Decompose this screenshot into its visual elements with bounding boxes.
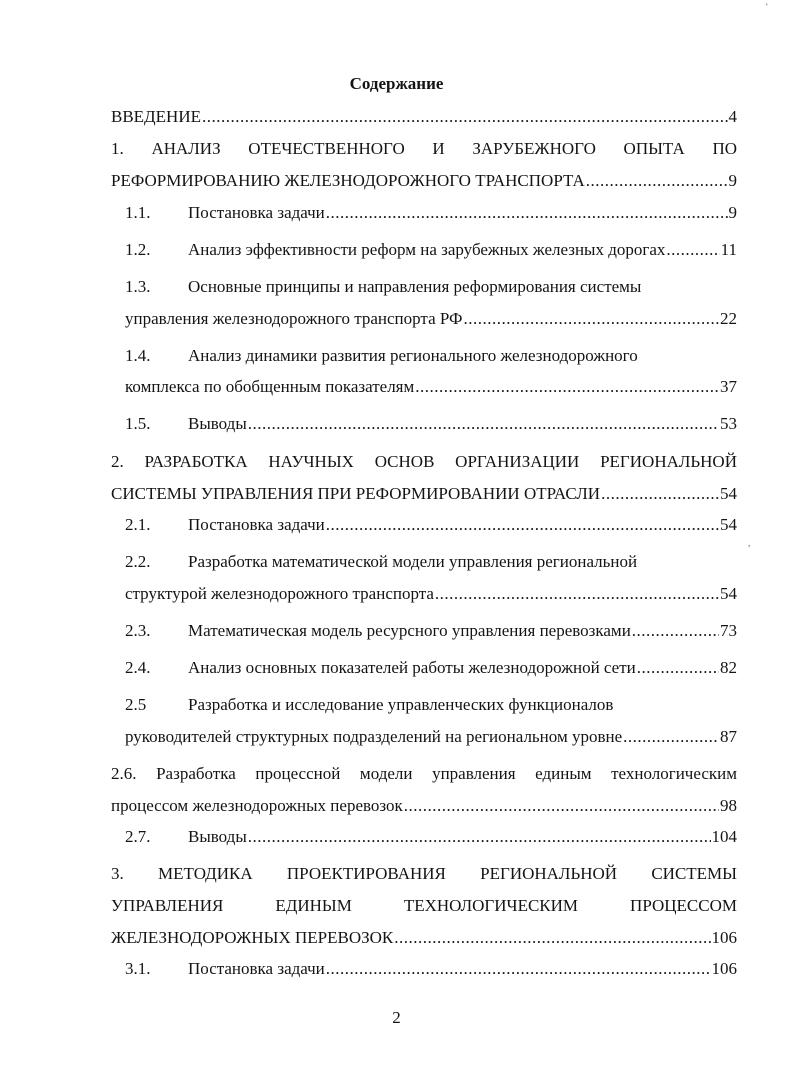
scan-speck: , — [748, 538, 751, 548]
page-number: 2 — [392, 1008, 401, 1027]
toc-page-number: 87 — [720, 727, 737, 746]
toc-chapter-2-line1[interactable]: 2. РАЗРАБОТКА НАУЧНЫХ ОСНОВ ОРГАНИЗАЦИИ РЕГИОНАЛЬНОЙ — [111, 452, 737, 471]
section-number: 2.1. — [125, 515, 151, 534]
toc-entry-text: Математическая модель ресурсного управления перевозками — [188, 621, 631, 640]
toc-page-number: 98 — [720, 796, 737, 815]
toc-page-number: 54 — [720, 584, 737, 603]
section-number: 2.5 — [125, 695, 147, 714]
toc-page-number: 4 — [728, 107, 737, 126]
toc-section-2-6-line2[interactable] — [111, 795, 737, 817]
toc-section-2-3[interactable] — [125, 620, 737, 642]
dot-leader — [326, 958, 711, 980]
toc-page-number: 106 — [711, 959, 737, 978]
toc-section-1-3-line2[interactable] — [125, 308, 737, 330]
toc-entry-text: Постановка задачи — [188, 959, 325, 978]
toc-chapter-3-line2[interactable]: УПРАВЛЕНИЯ ЕДИНЫМ ТЕХНОЛОГИЧЕСКИМ ПРОЦЕССОМ — [111, 896, 737, 915]
toc-entry-text: РЕФОРМИРОВАНИЮ ЖЕЛЕЗНОДОРОЖНОГО ТРАНСПОРТА — [111, 171, 585, 190]
dot-leader — [326, 202, 728, 224]
dot-leader — [666, 239, 719, 261]
dot-leader — [623, 726, 719, 748]
dot-leader — [435, 583, 719, 605]
toc-page-number: 53 — [720, 414, 737, 433]
toc-section-2-4[interactable] — [125, 657, 737, 679]
toc-chapter-3-line1[interactable]: 3. МЕТОДИКА ПРОЕКТИРОВАНИЯ РЕГИОНАЛЬНОЙ СИСТЕМЫ — [111, 864, 737, 883]
scan-speck: ' — [766, 2, 768, 12]
toc-page-number: 37 — [720, 377, 737, 396]
dot-leader — [601, 483, 719, 505]
toc-section-2-6-line1[interactable]: 2.6. Разработка процессной модели управления единым технологическим — [111, 764, 737, 783]
toc-page-number: 73 — [720, 621, 737, 640]
toc-section-1-2[interactable] — [125, 239, 737, 261]
toc-page-number: 82 — [720, 658, 737, 677]
toc-page-number: 54 — [720, 515, 737, 534]
section-number: 1.2. — [125, 240, 151, 259]
toc-section-1-4-line2[interactable] — [125, 376, 737, 398]
toc-entry-text: Анализ эффективности реформ на зарубежных железных дорогах — [188, 240, 666, 259]
toc-entry-text: Разработка математической модели управления региональной — [188, 552, 638, 571]
toc-entry-text: структурой железнодорожного транспорта — [125, 584, 434, 603]
toc-page-number: 9 — [728, 203, 737, 222]
toc-section-1-5[interactable] — [125, 413, 737, 435]
dot-leader — [415, 376, 719, 398]
toc-entry-text: ВВЕДЕНИЕ — [111, 107, 201, 126]
section-number: 1.1. — [125, 203, 151, 222]
toc-page-number: 106 — [711, 928, 737, 947]
section-number: 1.5. — [125, 414, 151, 433]
toc-section-2-5-line2[interactable] — [125, 726, 737, 748]
section-number: 3.1. — [125, 959, 151, 978]
toc-chapter-3-line3[interactable] — [111, 927, 737, 949]
toc-entry-text: руководителей структурных подразделений на региональном уровне — [125, 727, 623, 746]
dot-leader — [632, 620, 719, 642]
toc-chapter-1-line1[interactable]: 1. АНАЛИЗ ОТЕЧЕСТВЕННОГО И ЗАРУБЕЖНОГО ОПЫТА ПО — [111, 139, 737, 158]
dot-leader — [637, 657, 719, 679]
toc-page-number: 9 — [728, 171, 737, 190]
toc-entry-text: Анализ динамики развития регионального железнодорожного — [188, 346, 638, 365]
dot-leader — [586, 170, 728, 192]
dot-leader — [248, 826, 711, 848]
toc-section-1-3-line1[interactable] — [125, 276, 737, 298]
toc-entry-text: процессом железнодорожных перевозок — [111, 796, 403, 815]
section-number: 1.4. — [125, 346, 151, 365]
toc-entry-intro[interactable] — [111, 106, 737, 128]
toc-entry-text: Выводы — [188, 414, 247, 433]
toc-entry-text: комплекса по обобщенным показателям — [125, 377, 415, 396]
toc-section-2-7[interactable] — [125, 826, 737, 848]
section-number: 2.4. — [125, 658, 151, 677]
toc-entry-text: СИСТЕМЫ УПРАВЛЕНИЯ ПРИ РЕФОРМИРОВАНИИ ОТРАСЛИ — [111, 484, 601, 503]
dot-leader — [248, 413, 719, 435]
toc-chapter-2-line2[interactable] — [111, 483, 737, 505]
toc-section-2-2-line2[interactable] — [125, 583, 737, 605]
toc-section-1-1[interactable] — [125, 202, 737, 224]
toc-entry-text: Постановка задачи — [188, 203, 325, 222]
toc-page-number: 22 — [720, 309, 737, 328]
page-title: Содержание — [349, 74, 444, 93]
section-number: 2.3. — [125, 621, 151, 640]
dot-leader — [394, 927, 710, 949]
section-number: 1.3. — [125, 277, 151, 296]
toc-entry-text: управления железнодорожного транспорта РФ — [125, 309, 463, 328]
toc-section-3-1[interactable] — [125, 958, 737, 980]
section-number: 2.7. — [125, 827, 151, 846]
toc-section-2-1[interactable] — [125, 514, 737, 536]
toc-entry-text: ЖЕЛЕЗНОДОРОЖНЫХ ПЕРЕВОЗОК — [111, 928, 394, 947]
toc-section-2-5-line1[interactable] — [125, 694, 737, 716]
toc-entry-text: Выводы — [188, 827, 247, 846]
dot-leader — [404, 795, 719, 817]
toc-page-number: 54 — [720, 484, 737, 503]
toc-page-number: 104 — [711, 827, 737, 846]
toc-page-number: 11 — [720, 240, 737, 259]
toc-entry-text: Разработка и исследование управленческих функционалов — [188, 695, 614, 714]
toc-entry-text: Анализ основных показателей работы железнодорожной сети — [188, 658, 636, 677]
dot-leader — [202, 106, 728, 128]
toc-entry-text: Постановка задачи — [188, 515, 325, 534]
toc-entry-text: Основные принципы и направления реформирования системы — [188, 277, 642, 296]
toc-section-1-4-line1[interactable] — [125, 345, 737, 367]
dot-leader — [326, 514, 719, 536]
section-number: 2.2. — [125, 552, 151, 571]
toc-chapter-1-line2[interactable] — [111, 170, 737, 192]
dot-leader — [463, 308, 719, 330]
toc-section-2-2-line1[interactable] — [125, 551, 737, 573]
